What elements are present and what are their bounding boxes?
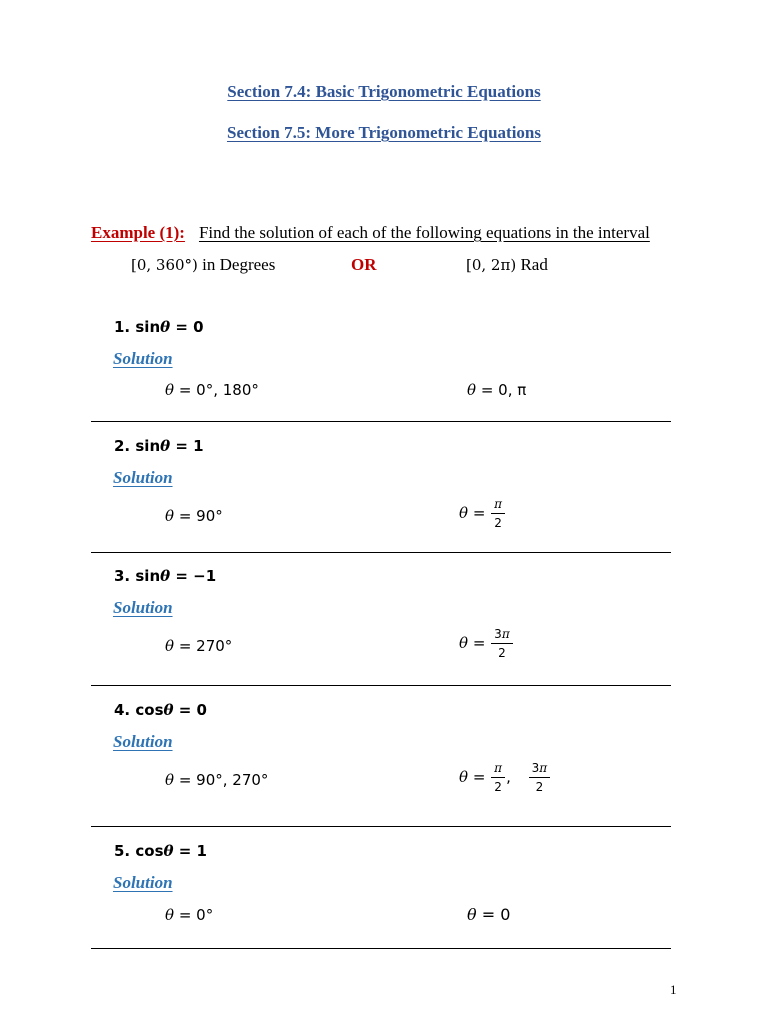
- variable: θ: [163, 842, 174, 860]
- radians-value: = 0, π: [480, 381, 527, 399]
- equation-rhs: = −1: [175, 567, 217, 585]
- function-name: cos: [135, 701, 164, 719]
- problem-5-equation: [114, 842, 207, 860]
- divider: [91, 948, 671, 949]
- radians-value: = 0: [481, 905, 511, 924]
- theta: θ: [467, 381, 477, 399]
- theta: θ: [459, 634, 469, 652]
- problem-3-radians: [459, 628, 514, 659]
- fraction-denominator: 2: [535, 780, 544, 794]
- variable: θ: [160, 437, 171, 455]
- problem-2-degrees: [165, 507, 223, 525]
- variable: θ: [160, 318, 171, 336]
- fraction-numerator: π: [501, 627, 510, 641]
- problem-2-radians: [459, 498, 506, 529]
- problem-number: 1.: [114, 318, 131, 336]
- interval-radians-unit: Rad: [520, 255, 548, 274]
- interval-degrees-unit: in Degrees: [202, 255, 276, 274]
- equals-sign: =: [472, 504, 486, 522]
- function-name: cos: [135, 842, 164, 860]
- solution-label: Solution: [113, 349, 173, 368]
- theta: θ: [467, 905, 477, 924]
- fraction-coefficient: 3: [531, 761, 540, 775]
- theta: θ: [165, 381, 175, 399]
- equation-rhs: = 1: [178, 842, 207, 860]
- solution-label: Solution: [113, 468, 173, 487]
- equation-rhs: = 0: [175, 318, 204, 336]
- divider: [91, 552, 671, 553]
- problem-1-equation: [114, 318, 204, 336]
- solution-label: Solution: [113, 598, 173, 617]
- function-name: sin: [135, 318, 161, 336]
- degrees-value: = 90°, 270°: [178, 771, 269, 789]
- theta: θ: [165, 906, 175, 924]
- interval-radians: [466, 255, 548, 275]
- solution-label: Solution: [113, 732, 173, 751]
- fraction: [529, 762, 551, 793]
- function-name: sin: [135, 567, 161, 585]
- problem-1-degrees: [165, 381, 259, 399]
- equation-rhs: = 0: [178, 701, 207, 719]
- divider: [91, 685, 671, 686]
- equation-rhs: = 1: [175, 437, 204, 455]
- degrees-value: = 0°, 180°: [178, 381, 259, 399]
- fraction-numerator: π: [539, 761, 548, 775]
- degrees-value: = 270°: [178, 637, 233, 655]
- fraction: [491, 762, 505, 793]
- problem-4-degrees: [165, 771, 268, 789]
- example-label: Example (1):: [91, 223, 185, 242]
- section-7-5-heading: Section 7.5: More Trigonometric Equations: [226, 123, 541, 142]
- theta: θ: [459, 768, 469, 786]
- divider: [91, 421, 671, 422]
- theta: θ: [459, 504, 469, 522]
- problem-3-degrees: [165, 637, 232, 655]
- interval-degrees: [131, 255, 275, 275]
- fraction: [491, 628, 513, 659]
- problem-number: 5.: [114, 842, 131, 860]
- problem-number: 2.: [114, 437, 131, 455]
- separator-comma: ,: [506, 768, 511, 786]
- problem-5-radians: [467, 905, 510, 924]
- fraction-denominator: 2: [494, 780, 502, 794]
- fraction-coefficient: 3: [494, 627, 502, 641]
- theta: θ: [165, 507, 175, 525]
- interval-radians-math: [0, 2π): [466, 256, 517, 274]
- interval-degrees-math: [0, 360°): [131, 256, 198, 274]
- problem-1-radians: [467, 381, 526, 399]
- degrees-value: = 90°: [178, 507, 223, 525]
- theta: θ: [165, 771, 175, 789]
- fraction: [491, 498, 505, 529]
- problem-number: 4.: [114, 701, 131, 719]
- page-number: 1: [670, 982, 677, 997]
- fraction-numerator: π: [494, 497, 503, 511]
- or-label: OR: [351, 255, 377, 274]
- problem-number: 3.: [114, 567, 131, 585]
- degrees-value: = 0°: [178, 906, 214, 924]
- example-statement: [91, 223, 650, 243]
- equals-sign: =: [472, 768, 486, 786]
- problem-3-equation: [114, 567, 216, 585]
- fraction-numerator: π: [494, 761, 503, 775]
- problem-4-radians: [459, 762, 551, 793]
- problem-5-degrees: [165, 906, 213, 924]
- section-7-4-heading: Section 7.4: Basic Trigonometric Equations: [227, 82, 541, 101]
- problem-2-equation: [114, 437, 204, 455]
- variable: θ: [160, 567, 171, 585]
- function-name: sin: [135, 437, 161, 455]
- fraction-denominator: 2: [498, 646, 506, 660]
- divider: [91, 826, 671, 827]
- example-text: Find the solution of each of the following equations in the interval: [198, 223, 650, 242]
- solution-label: Solution: [113, 873, 173, 892]
- fraction-denominator: 2: [494, 516, 502, 530]
- theta: θ: [165, 637, 175, 655]
- equals-sign: =: [472, 634, 486, 652]
- variable: θ: [163, 701, 174, 719]
- problem-4-equation: [114, 701, 207, 719]
